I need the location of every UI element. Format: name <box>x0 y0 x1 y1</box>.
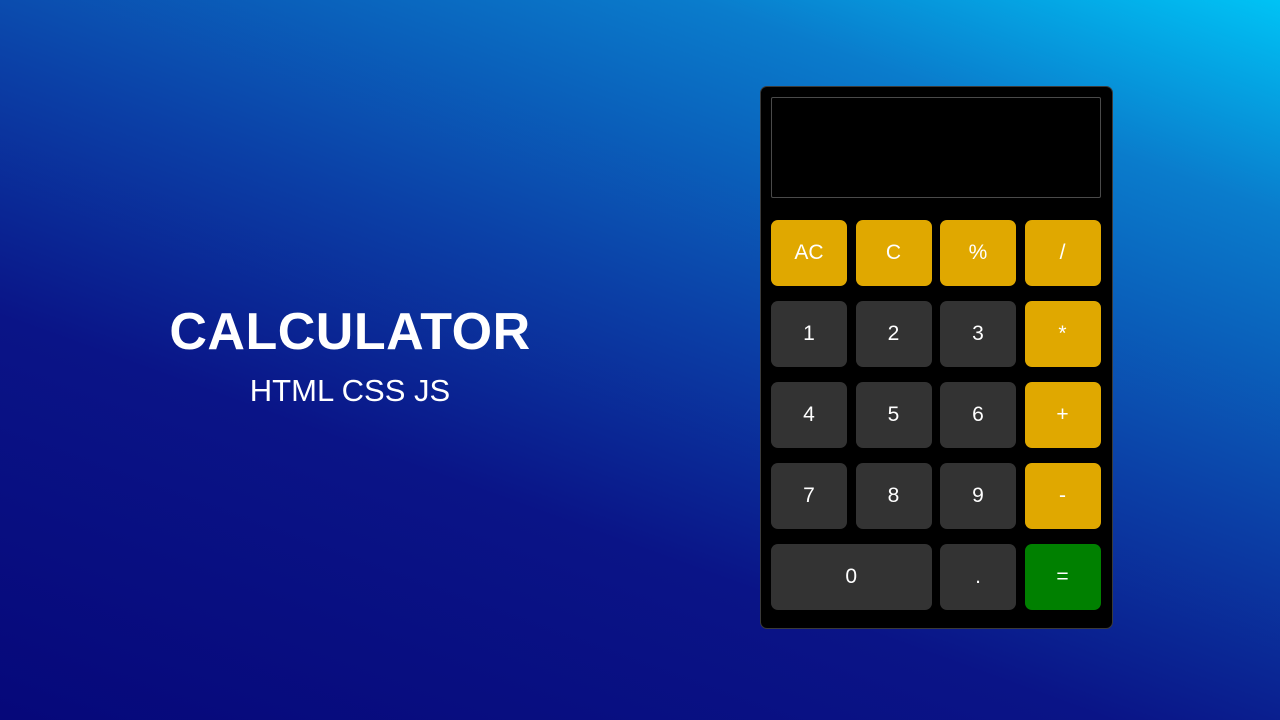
digit-6-button[interactable]: 6 <box>940 382 1016 448</box>
equals-button[interactable]: = <box>1025 544 1101 610</box>
digit-2-button[interactable]: 2 <box>856 301 932 367</box>
subtract-button[interactable]: - <box>1025 463 1101 529</box>
all-clear-button[interactable]: AC <box>771 220 847 286</box>
decimal-point-button[interactable]: . <box>940 544 1016 610</box>
page-title: CALCULATOR <box>169 303 531 361</box>
multiply-button[interactable]: * <box>1025 301 1101 367</box>
digit-3-button[interactable]: 3 <box>940 301 1016 367</box>
digit-8-button[interactable]: 8 <box>856 463 932 529</box>
keypad <box>771 220 1101 610</box>
hero-section <box>150 300 550 411</box>
calculator-display[interactable] <box>771 97 1101 198</box>
percent-button[interactable]: % <box>940 220 1016 286</box>
digit-9-button[interactable]: 9 <box>940 463 1016 529</box>
digit-4-button[interactable]: 4 <box>771 382 847 448</box>
digit-5-button[interactable]: 5 <box>856 382 932 448</box>
add-button[interactable]: + <box>1025 382 1101 448</box>
digit-1-button[interactable]: 1 <box>771 301 847 367</box>
digit-7-button[interactable]: 7 <box>771 463 847 529</box>
digit-0-button[interactable]: 0 <box>771 544 932 610</box>
calculator <box>760 86 1113 629</box>
divide-button[interactable]: / <box>1025 220 1101 286</box>
page-subtitle: HTML CSS JS <box>249 373 451 408</box>
clear-button[interactable]: C <box>856 220 932 286</box>
